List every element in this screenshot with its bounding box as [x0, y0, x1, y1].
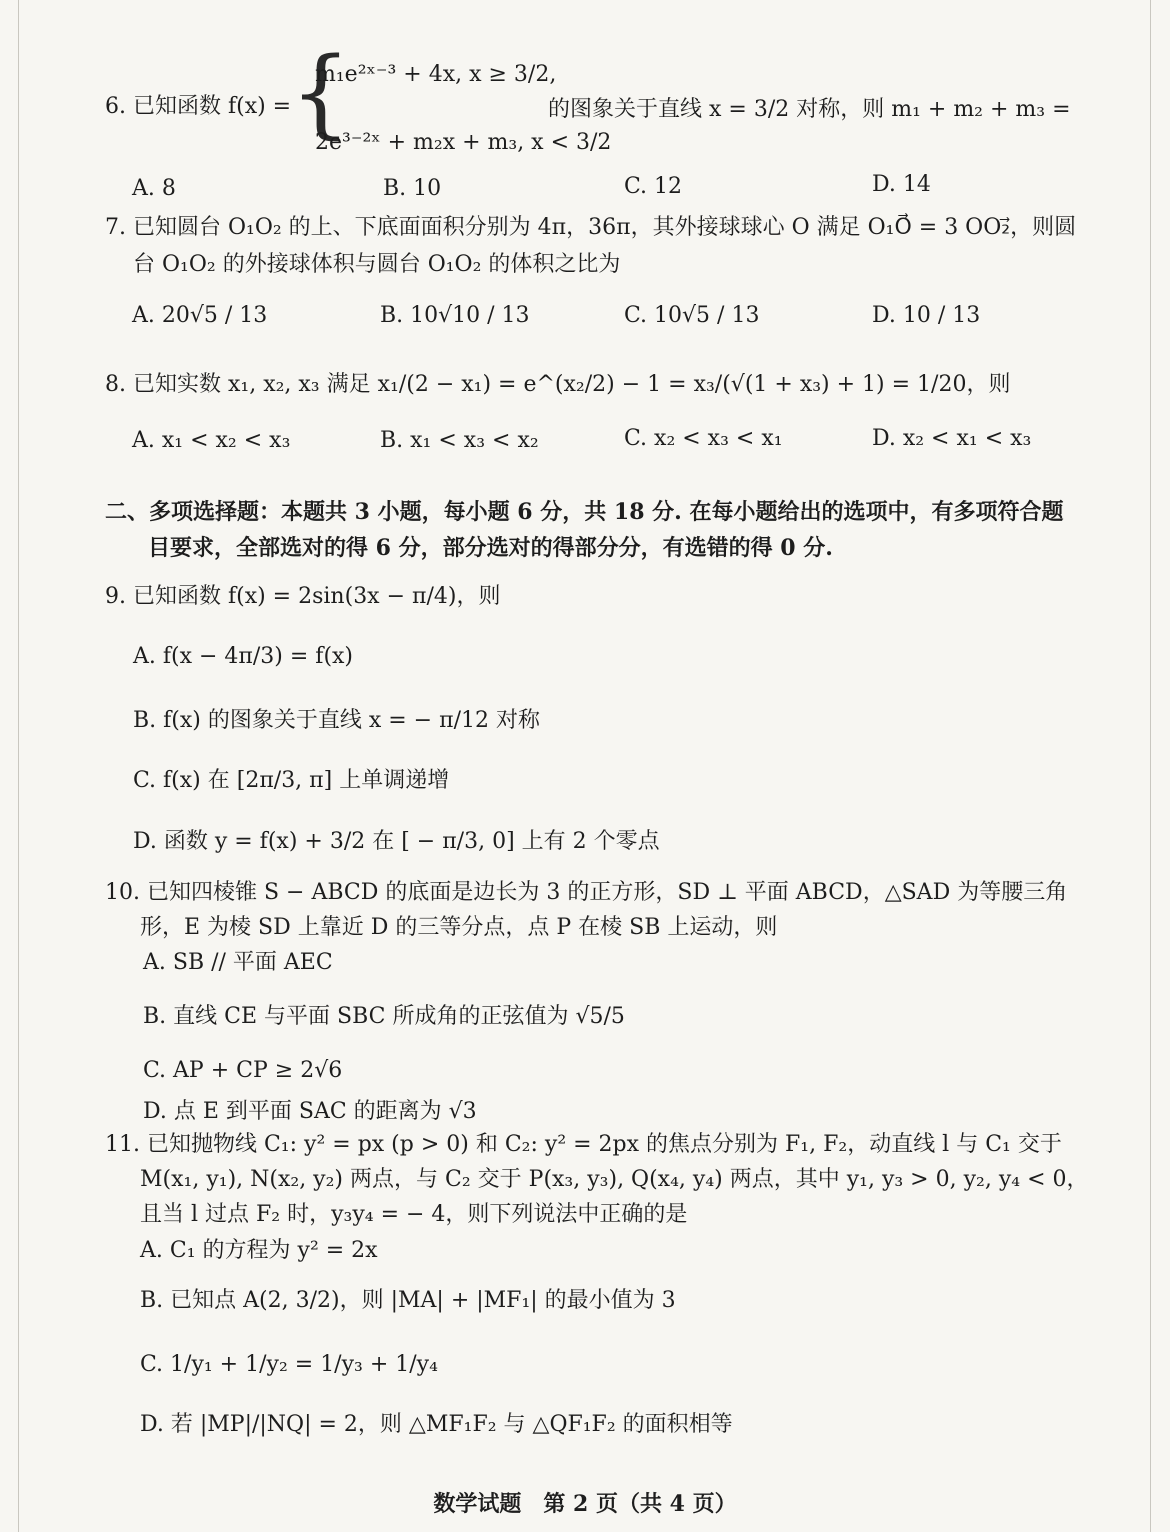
q11-stem-line-2: M(x₁, y₁), N(x₂, y₂) 两点，与 C₂ 交于 P(x₃, y₃), Q(x₄, y₄) 两点，其中 y₁, y₃ > 0, y₂, y₄ < 0， — [140, 1167, 1089, 1192]
q7-option-d: D. 10 / 13 — [872, 303, 981, 328]
q6-option-b: B. 10 — [383, 176, 442, 201]
q11-option-d: D. 若 |MP|/|NQ| = 2，则 △MF₁F₂ 与 △QF₁F₂ 的面积相等 — [140, 1412, 733, 1437]
q8-option-b: B. x₁ < x₃ < x₂ — [380, 428, 539, 453]
q11-stem-line-3: 且当 l 过点 F₂ 时，y₃y₄ = − 4，则下列说法中正确的是 — [140, 1202, 688, 1227]
q11-option-b: B. 已知点 A(2, 3/2)，则 |MA| + |MF₁| 的最小值为 3 — [140, 1288, 676, 1313]
q7-option-c: C. 10√5 / 13 — [624, 303, 760, 328]
section-2-header-line-1: 二、多项选择题：本题共 3 小题，每小题 6 分，共 18 分. 在每小题给出的选项中，有多项符合题 — [105, 499, 1064, 525]
q6-tail: 的图象关于直线 x = 3/2 对称，则 m₁ + m₂ + m₃ = — [548, 97, 1071, 122]
q9-stem: 9. 已知函数 f(x) = 2sin(3x − π/4)，则 — [105, 584, 501, 609]
q7-stem-line-2: 台 O₁O₂ 的外接球体积与圆台 O₁O₂ 的体积之比为 — [133, 252, 621, 277]
q8-option-d: D. x₂ < x₁ < x₃ — [872, 426, 1032, 451]
q8-option-c: C. x₂ < x₃ < x₁ — [624, 426, 783, 451]
q10-option-c: C. AP + CP ≥ 2√6 — [143, 1058, 343, 1083]
q6-brace: { — [290, 37, 352, 149]
section-2-header-line-2: 目要求，全部选对的得 6 分，部分选对的得部分分，有选错的得 0 分. — [148, 535, 833, 561]
page-edge-right — [1150, 0, 1151, 1532]
q8-stem: 8. 已知实数 x₁, x₂, x₃ 满足 x₁/(2 − x₁) = e^(x₂/2) − 1 = x₃/(√(1 + x₃) + 1) = 1/20，则 — [105, 372, 1011, 397]
q6-option-d: D. 14 — [872, 172, 931, 197]
q6-piece-1: m₁e²ˣ⁻³ + 4x, x ≥ 3/2, — [315, 62, 557, 87]
q10-option-a: A. SB // 平面 AEC — [143, 950, 333, 975]
page-edge-left — [18, 0, 19, 1532]
q11-stem-line-1: 11. 已知抛物线 C₁: y² = px (p > 0) 和 C₂: y² = 2px 的焦点分别为 F₁, F₂，动直线 l 与 C₁ 交于 — [105, 1132, 1062, 1157]
q8-option-a: A. x₁ < x₂ < x₃ — [132, 428, 291, 453]
q6-option-c: C. 12 — [624, 174, 683, 199]
q9-option-c: C. f(x) 在 [2π/3, π] 上单调递增 — [133, 768, 450, 793]
q10-option-b: B. 直线 CE 与平面 SBC 所成角的正弦值为 √5/5 — [143, 1004, 625, 1029]
q11-option-c: C. 1/y₁ + 1/y₂ = 1/y₃ + 1/y₄ — [140, 1352, 438, 1377]
q10-option-d: D. 点 E 到平面 SAC 的距离为 √3 — [143, 1099, 477, 1124]
q9-option-d: D. 函数 y = f(x) + 3/2 在 [ − π/3, 0] 上有 2 个零点 — [133, 829, 660, 854]
q11-option-a: A. C₁ 的方程为 y² = 2x — [140, 1238, 378, 1263]
q7-option-a: A. 20√5 / 13 — [132, 303, 268, 328]
q9-option-b: B. f(x) 的图象关于直线 x = − π/12 对称 — [133, 708, 540, 733]
q10-stem-line-1: 10. 已知四棱锥 S − ABCD 的底面是边长为 3 的正方形，SD ⊥ 平面 ABCD，△SAD 为等腰三角 — [105, 880, 1068, 905]
q9-option-a: A. f(x − 4π/3) = f(x) — [133, 644, 354, 669]
q6-option-a: A. 8 — [132, 176, 176, 201]
page-footer: 数学试题 第 2 页（共 4 页） — [433, 1491, 737, 1517]
q7-option-b: B. 10√10 / 13 — [380, 303, 530, 328]
q6-piece-2: 2e³⁻²ˣ + m₂x + m₃, x < 3/2 — [315, 130, 612, 155]
q6-lead: 6. 已知函数 f(x) = — [105, 94, 292, 119]
q7-stem-line-1: 7. 已知圆台 O₁O₂ 的上、下底面面积分别为 4π，36π，其外接球球心 O 满足 O₁O⃗ = 3 OO₂⃗，则圆 — [105, 215, 1077, 240]
q10-stem-line-2: 形，E 为棱 SD 上靠近 D 的三等分点，点 P 在棱 SB 上运动，则 — [140, 915, 778, 940]
